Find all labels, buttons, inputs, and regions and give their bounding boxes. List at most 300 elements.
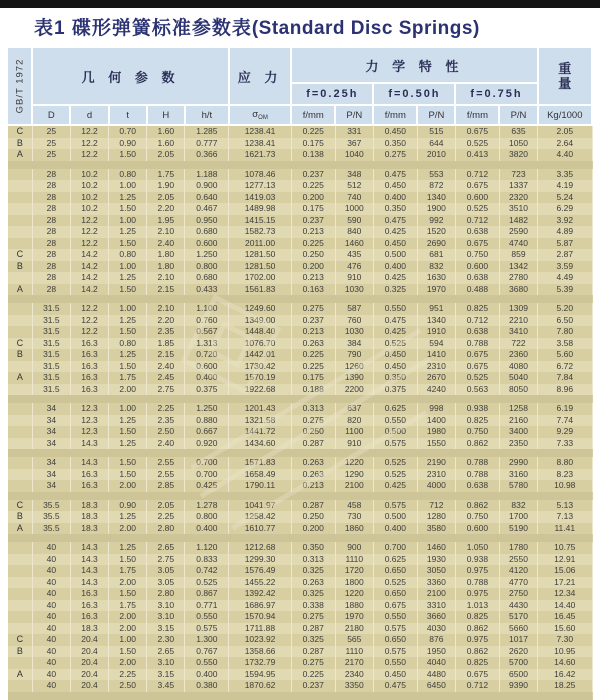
cell: 331 [335,125,373,138]
cell: 0.225 [291,180,335,192]
cell: 5.87 [538,238,592,250]
cell: 0.638 [455,272,499,284]
series-type-label [8,588,32,600]
series-type-label [8,657,32,669]
cell: 4740 [499,238,537,250]
cell: 0.250 [291,426,335,438]
table-row [8,634,592,646]
cell: 9390 [499,680,537,692]
cell: 0.825 [455,657,499,669]
cell: 28 [32,249,70,261]
cell: 1686.97 [229,600,291,612]
cell: 1419.03 [229,192,291,204]
cell: 1970 [417,284,455,296]
cell: 0.700 [185,469,229,481]
cell: 1790.11 [229,480,291,492]
cell: 1442.01 [229,349,291,361]
cell: 0.712 [455,680,499,692]
cell: 820 [335,415,373,427]
cell: 6.72 [538,361,592,373]
cell: 1201.43 [229,403,291,415]
cell: 992 [417,215,455,227]
cell: 1.50 [109,238,147,250]
cell: 3.05 [147,577,185,589]
cell: 1.25 [109,315,147,327]
cell: 0.567 [185,326,229,338]
cell: 1.050 [455,542,499,554]
cell: 0.675 [455,180,499,192]
cell: 3.15 [147,669,185,681]
cell: 18.3 [70,623,108,635]
cell: 0.675 [455,238,499,250]
cell: 2.25 [109,669,147,681]
cell: 1.75 [109,600,147,612]
cell: 1076.70 [229,338,291,350]
cell: 0.550 [185,657,229,669]
weight-char-2: 量 [558,76,572,91]
cell: 1702.00 [229,272,291,284]
cell: 3.45 [147,680,185,692]
cell: 1950 [417,646,455,658]
cell: 723 [499,169,537,181]
cell: 1340 [417,192,455,204]
cell: 0.750 [455,511,499,523]
cell: 0.450 [373,669,417,681]
cell: 0.400 [185,523,229,535]
cell: 28 [32,203,70,215]
cell: 7.84 [538,372,592,384]
cell: 2.00 [109,611,147,623]
col-header-H: H [147,105,185,125]
cell: 1460 [417,542,455,554]
cell: 0.712 [455,215,499,227]
cell: 1.80 [147,249,185,261]
cell: 1040 [335,149,373,161]
series-type-label [8,554,32,566]
table-row [8,542,592,554]
cell: 1594.95 [229,669,291,681]
cell: 1.50 [109,284,147,296]
cell: 2170 [335,657,373,669]
table-row [8,480,592,492]
cell: 20.4 [70,646,108,658]
cell: 1.85 [147,338,185,350]
cell: 0.675 [455,125,499,138]
series-type-label [8,438,32,450]
cell: 2100 [417,588,455,600]
cell: 3400 [499,426,537,438]
cell: 2.05 [538,125,592,138]
cell: 0.350 [373,138,417,150]
deflection-header-050h: f=0.50h [373,83,455,105]
cell: 565 [335,634,373,646]
table-row [8,511,592,523]
cell: 1258 [499,403,537,415]
series-type-label: C [8,125,32,138]
cell: 4030 [417,623,455,635]
cell: 34 [32,403,70,415]
series-type-label [8,226,32,238]
cell: 0.742 [185,565,229,577]
table-row [8,500,592,512]
series-type-label [8,361,32,373]
cell: 0.433 [185,284,229,296]
cell: 435 [335,249,373,261]
cell: 722 [499,338,537,350]
cell: 1.50 [109,326,147,338]
cell: 0.575 [373,500,417,512]
cell: 384 [335,338,373,350]
cell: 5.13 [538,500,592,512]
series-type-label: C [8,249,32,261]
cell: 4.19 [538,180,592,192]
table-row [8,669,592,681]
table-row [8,384,592,396]
cell: 40 [32,600,70,612]
cell: 1212.68 [229,542,291,554]
cell: 40 [32,577,70,589]
cell: 0.825 [455,303,499,315]
cell: 14.3 [70,577,108,589]
table-row [8,469,592,481]
cell: 644 [417,138,455,150]
separator-row [8,449,592,457]
cell: 0.833 [185,554,229,566]
series-type-label [8,680,32,692]
cell: 2160 [499,415,537,427]
cell: 12.2 [70,226,108,238]
cell: 31.5 [32,303,70,315]
table-row [8,326,592,338]
cell: 0.237 [291,680,335,692]
cell: 1392.42 [229,588,291,600]
cell: 1.80 [147,261,185,273]
cell: 0.313 [291,554,335,566]
series-type-label [8,611,32,623]
series-type-label [8,565,32,577]
cell: 0.550 [373,415,417,427]
series-type-label [8,192,32,204]
cell: 0.750 [455,249,499,261]
cell: 0.200 [291,261,335,273]
cell: 3160 [499,469,537,481]
cell: 1441.72 [229,426,291,438]
cell: 14.60 [538,657,592,669]
cell: 11.41 [538,523,592,535]
cell: 0.880 [185,415,229,427]
cell: 4480 [417,669,455,681]
cell: 2.25 [147,511,185,523]
cell: 1.00 [109,261,147,273]
cell: 12.2 [70,315,108,327]
cell: 1078.46 [229,169,291,181]
col-header-p2: P/N [417,105,455,125]
cell: 2100 [335,480,373,492]
cell: 40 [32,565,70,577]
cell: 1030 [335,284,373,296]
table-row [8,349,592,361]
cell: 2180 [335,623,373,635]
cell: 16.3 [70,361,108,373]
cell: 7.80 [538,326,592,338]
cell: 0.138 [291,149,335,161]
cell: 1930 [417,554,455,566]
cell: 1.25 [109,511,147,523]
table-row [8,611,592,623]
cell: 25 [32,149,70,161]
series-type-label: B [8,511,32,523]
cell: 1281.50 [229,261,291,273]
cell: 40 [32,669,70,681]
cell: 3.35 [538,169,592,181]
cell: 3.05 [147,565,185,577]
series-type-label [8,180,32,192]
cell: 1630 [417,272,455,284]
cell: 34 [32,415,70,427]
cell: 0.413 [455,149,499,161]
cell: 0.80 [109,338,147,350]
series-type-label [8,272,32,284]
series-type-label [8,623,32,635]
separator-row [8,492,592,500]
title-english: (Standard Disc Springs) [251,18,480,39]
cell: 1550 [417,438,455,450]
cell: 6.50 [538,315,592,327]
cell: 1.285 [185,125,229,138]
cell: 2.80 [147,588,185,600]
cell: 1.50 [109,426,147,438]
cell: 2.00 [109,577,147,589]
cell: 3.92 [538,215,592,227]
cell: 951 [417,303,455,315]
cell: 16.3 [70,384,108,396]
cell: 910 [335,272,373,284]
cell: 0.525 [455,138,499,150]
cell: 0.525 [373,469,417,481]
cell: 512 [335,180,373,192]
cell: 4040 [417,657,455,669]
cell: 0.575 [373,623,417,635]
table-row [8,338,592,350]
cell: 681 [417,249,455,261]
cell: 0.862 [455,623,499,635]
col-header-t: t [109,105,147,125]
cell: 0.425 [373,480,417,492]
cell: 0.975 [455,565,499,577]
cell: 31.5 [32,338,70,350]
cell: 2310 [417,361,455,373]
cell: 6.19 [538,403,592,415]
cell: 910 [335,438,373,450]
cell: 0.600 [455,192,499,204]
cell: 0.938 [455,403,499,415]
cell: 1000 [335,203,373,215]
cell: 1309 [499,303,537,315]
cell: 0.275 [291,303,335,315]
cell: 18.3 [70,523,108,535]
cell: 2.40 [147,361,185,373]
cell: 0.788 [455,457,499,469]
cell: 1.25 [109,349,147,361]
cell: 2750 [499,588,537,600]
series-type-label: C [8,338,32,350]
cell: 1290 [335,469,373,481]
cell: 1571.83 [229,457,291,469]
cell: 1.00 [109,403,147,415]
group-header-mechanical: 力 学 特 性 [291,48,537,83]
series-type-label [8,480,32,492]
cell: 1390 [335,372,373,384]
series-type-label: A [8,284,32,296]
separator-row [8,692,592,700]
cell: 1732.79 [229,657,291,669]
table-row [8,149,592,161]
cell: 0.720 [185,349,229,361]
cell: 2780 [499,272,537,284]
cell: 0.450 [373,361,417,373]
col-header-d: d [70,105,108,125]
cell: 40 [32,611,70,623]
cell: 10.2 [70,169,108,181]
title-chinese: 表1 碟形弹簧标准参数表 [34,18,252,39]
cell: 1017 [499,634,537,646]
cell: 20.4 [70,634,108,646]
cell: 0.600 [185,361,229,373]
cell: 5700 [499,657,537,669]
cell: 0.575 [373,438,417,450]
cell: 0.325 [291,565,335,577]
cell: 0.275 [291,657,335,669]
cell: 0.525 [455,203,499,215]
cell: 12.2 [70,149,108,161]
cell: 2.87 [538,249,592,261]
separator-row [8,534,592,542]
table-row [8,125,592,138]
cell: 0.287 [291,646,335,658]
cell: 28 [32,226,70,238]
cell: 2.05 [147,500,185,512]
cell: 1576.49 [229,565,291,577]
table-row [8,192,592,204]
cell: 2.00 [109,657,147,669]
cell: 10.2 [70,203,108,215]
cell: 0.638 [455,326,499,338]
cell: 0.80 [109,249,147,261]
cell: 0.650 [373,565,417,577]
cell: 0.213 [291,480,335,492]
table-row [8,403,592,415]
table-row [8,646,592,658]
cell: 0.700 [185,457,229,469]
cell: 1321.58 [229,415,291,427]
cell: 1.250 [185,403,229,415]
table-row [8,426,592,438]
table-row [8,261,592,273]
cell: 1970 [335,611,373,623]
cell: 4.40 [538,149,592,161]
col-header-p1: P/N [335,105,373,125]
cell: 28 [32,261,70,273]
series-type-label: C [8,500,32,512]
standard-label-cell [8,48,32,125]
series-type-label [8,457,32,469]
cell: 0.213 [291,272,335,284]
cell: 730 [335,511,373,523]
cell: 3580 [417,523,455,535]
cell: 0.900 [185,180,229,192]
cell: 0.263 [291,338,335,350]
cell: 5.24 [538,192,592,204]
cell: 3310 [417,600,455,612]
cell: 2210 [499,315,537,327]
table-row [8,249,592,261]
cell: 14.40 [538,600,592,612]
col-header-kg: Kg/1000 [538,105,592,125]
cell: 34 [32,480,70,492]
cell: 1340 [417,315,455,327]
table-row [8,523,592,535]
cell: 0.475 [373,315,417,327]
cell: 790 [335,349,373,361]
cell: 1337 [499,180,537,192]
cell: 28 [32,238,70,250]
cell: 0.287 [291,623,335,635]
cell: 0.263 [291,577,335,589]
cell: 1050 [499,138,537,150]
cell: 0.638 [455,480,499,492]
cell: 840 [335,226,373,238]
cell: 1.50 [109,588,147,600]
cell: 0.488 [455,284,499,296]
table-row [8,457,592,469]
cell: 6500 [499,669,537,681]
cell: 1.75 [147,169,185,181]
cell: 1.50 [109,646,147,658]
cell: 2.55 [147,469,185,481]
cell: 2.75 [147,384,185,396]
cell: 20.4 [70,680,108,692]
cell: 28 [32,284,70,296]
cell: 1.00 [109,303,147,315]
cell: 1349.00 [229,315,291,327]
cell: 10.75 [538,542,592,554]
cell: 5780 [499,480,537,492]
cell: 1415.15 [229,215,291,227]
cell: 2340 [335,669,373,681]
cell: 0.475 [373,215,417,227]
cell: 1658.49 [229,469,291,481]
table-row [8,680,592,692]
cell: 16.3 [70,349,108,361]
cell: 0.287 [291,438,335,450]
cell: 998 [417,403,455,415]
cell: 8050 [499,384,537,396]
cell: 0.287 [291,500,335,512]
cell: 0.600 [455,523,499,535]
cell: 5.20 [538,303,592,315]
cell: 5040 [499,372,537,384]
cell: 1.75 [109,372,147,384]
deflection-header-075h: f=0.75h [455,83,537,105]
cell: 18.25 [538,680,592,692]
cell: 1730.42 [229,361,291,373]
cell: 0.750 [455,426,499,438]
cell: 0.90 [109,138,147,150]
cell: 1.25 [109,272,147,284]
series-type-label: A [8,149,32,161]
cell: 10.95 [538,646,592,658]
col-header-f1: f/mm [291,105,335,125]
